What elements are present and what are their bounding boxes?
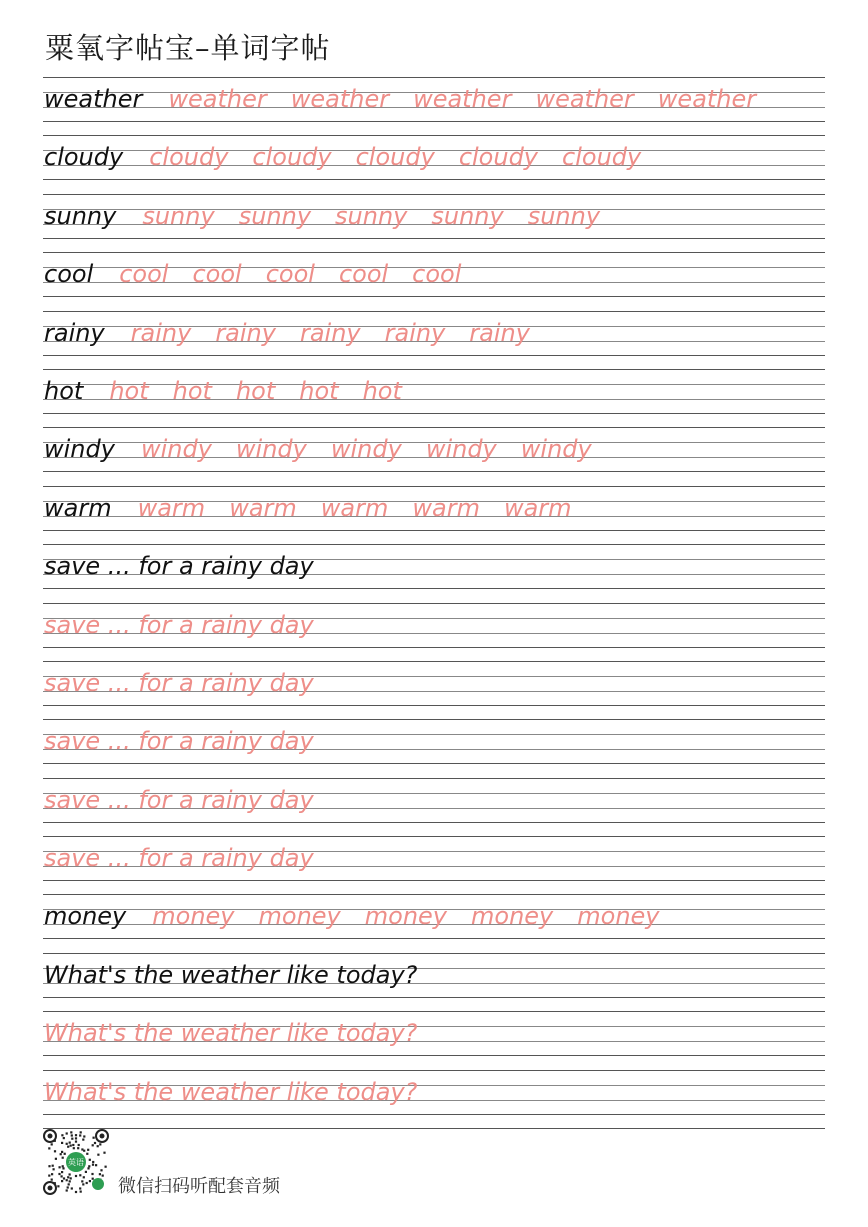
practice-row	[43, 427, 825, 485]
trace-word: windy	[140, 435, 212, 464]
ruling-line	[43, 588, 825, 589]
trace-word: hot	[299, 376, 339, 405]
ruling-line	[43, 603, 825, 604]
practice-row	[43, 252, 825, 310]
practice-row	[43, 836, 825, 894]
practice-row	[43, 311, 825, 369]
trace-text: save ... for a rainy day	[44, 844, 314, 873]
ruling-line	[43, 661, 825, 662]
trace-word: windy	[330, 435, 402, 464]
practice-row	[43, 661, 825, 719]
badge-label: 英语	[68, 1158, 84, 1167]
trace-word: hot	[109, 376, 149, 405]
practice-row	[43, 486, 825, 544]
model-entry	[44, 83, 756, 115]
trace-word: hot	[172, 376, 212, 405]
trace-text: What's the weather like today?	[44, 1019, 418, 1048]
model-entry	[44, 375, 402, 407]
trace-words	[109, 375, 402, 407]
ruling-line	[43, 1114, 825, 1115]
model-entry	[44, 550, 314, 582]
trace-text: What's the weather like today?	[44, 1077, 418, 1106]
ruling-line	[43, 997, 825, 998]
model-word: hot	[44, 376, 84, 405]
trace-word: cloudy	[252, 143, 332, 172]
trace-phrase	[44, 1076, 417, 1108]
trace-words	[141, 433, 592, 465]
trace-words	[119, 258, 461, 290]
ruling-line	[43, 311, 825, 312]
ruling-line	[43, 1011, 825, 1012]
practice-row	[43, 719, 825, 777]
trace-words	[138, 492, 572, 524]
trace-word: cool	[192, 260, 242, 289]
ruling-line	[43, 647, 825, 648]
trace-word: cloudy	[149, 143, 229, 172]
trace-text: save ... for a rainy day	[44, 785, 314, 814]
trace-word: rainy	[130, 318, 192, 347]
ruling-line	[43, 194, 825, 195]
trace-word: windy	[235, 435, 307, 464]
ruling-line	[43, 413, 825, 414]
trace-phrase	[44, 842, 314, 874]
model-word: cool	[44, 260, 94, 289]
trace-words	[168, 83, 756, 115]
ruling-line	[43, 938, 825, 939]
mini-logo-icon	[92, 1178, 104, 1190]
trace-word: money	[364, 902, 447, 931]
trace-word: rainy	[384, 318, 446, 347]
trace-word: rainy	[215, 318, 276, 347]
model-word: windy	[44, 435, 115, 464]
ruling-line	[43, 836, 825, 837]
practice-row	[43, 603, 825, 661]
ruling-line	[43, 296, 825, 297]
ruling-line	[43, 252, 825, 253]
practice-row	[43, 77, 825, 135]
practice-row	[43, 1011, 825, 1069]
trace-phrase	[44, 667, 314, 699]
ruling-line	[43, 238, 825, 239]
trace-word: sunny	[431, 201, 504, 230]
trace-word: sunny	[142, 201, 215, 230]
model-word: money	[44, 902, 127, 931]
ruling-line	[43, 763, 825, 764]
trace-word: hot	[235, 376, 276, 405]
trace-word: cloudy	[355, 143, 435, 172]
practice-row	[43, 369, 825, 427]
trace-word: cool	[338, 260, 389, 289]
trace-word: money	[258, 902, 341, 931]
trace-word: windy	[520, 435, 592, 464]
trace-word: money	[577, 902, 660, 931]
trace-word: warm	[503, 493, 572, 522]
practice-row	[43, 135, 825, 193]
trace-word: windy	[425, 435, 497, 464]
ruling-line	[43, 121, 825, 122]
trace-word: weather	[657, 85, 757, 113]
model-word: warm	[44, 493, 112, 522]
trace-word: hot	[362, 376, 402, 405]
trace-words	[142, 200, 600, 232]
practice-row	[43, 544, 825, 602]
trace-word: cool	[412, 260, 462, 289]
trace-word: money	[152, 902, 235, 931]
worksheet	[43, 77, 825, 1129]
footer	[40, 1126, 440, 1202]
trace-word: rainy	[469, 318, 530, 347]
trace-words	[131, 317, 530, 349]
trace-word: warm	[229, 493, 297, 522]
trace-word: weather	[290, 85, 390, 113]
ruling-line	[43, 369, 825, 370]
ruling-line	[43, 822, 825, 823]
ruling-line	[43, 705, 825, 706]
practice-row	[43, 778, 825, 836]
trace-word: cloudy	[458, 143, 539, 172]
trace-word: sunny	[238, 201, 312, 230]
model-entry	[44, 200, 600, 232]
trace-word: warm	[412, 493, 480, 522]
ruling-line	[43, 894, 825, 895]
ruling-line	[43, 135, 825, 136]
model-word: rainy	[44, 318, 105, 347]
model-entry	[44, 258, 461, 290]
ruling-line	[43, 471, 825, 472]
model-word: sunny	[44, 201, 117, 230]
page-title: 粟氧字帖宝–单词字帖	[45, 31, 331, 65]
ruling-line	[43, 77, 825, 78]
trace-phrase	[44, 725, 314, 757]
trace-text: save ... for a rainy day	[44, 727, 314, 756]
trace-text: save ... for a rainy day	[44, 668, 314, 697]
trace-word: rainy	[299, 318, 361, 347]
practice-row	[43, 194, 825, 252]
model-word: weather	[44, 85, 143, 113]
practice-row	[43, 1070, 825, 1128]
trace-word: warm	[320, 493, 389, 522]
trace-word: cool	[119, 260, 169, 289]
trace-word: money	[471, 902, 554, 931]
trace-word: warm	[137, 493, 206, 522]
model-entry	[44, 433, 592, 465]
ruling-line	[43, 179, 825, 180]
model-entry	[44, 317, 530, 349]
ruling-line	[43, 355, 825, 356]
audio-note: 微信扫码听配套音频	[118, 1176, 280, 1197]
trace-word: sunny	[335, 201, 408, 230]
ruling-line	[43, 427, 825, 428]
ruling-line	[43, 719, 825, 720]
ruling-line	[43, 778, 825, 779]
ruling-line	[43, 544, 825, 545]
trace-word: cool	[265, 260, 315, 289]
model-entry	[44, 959, 417, 991]
ruling-line	[43, 880, 825, 881]
ruling-line	[43, 530, 825, 531]
ruling-line	[43, 1055, 825, 1056]
trace-phrase	[44, 1017, 417, 1049]
trace-phrase	[44, 784, 314, 816]
trace-word: sunny	[527, 201, 601, 230]
model-word: cloudy	[44, 143, 124, 172]
trace-word: weather	[413, 85, 512, 113]
model-word: save ... for a rainy day	[44, 552, 314, 581]
ruling-line	[43, 1070, 825, 1071]
trace-word: weather	[168, 85, 267, 113]
ruling-line	[43, 486, 825, 487]
ruling-line	[43, 953, 825, 954]
trace-word: weather	[535, 85, 634, 113]
model-entry	[44, 492, 572, 524]
trace-words	[149, 141, 641, 173]
trace-text: save ... for a rainy day	[44, 610, 314, 639]
practice-row	[43, 894, 825, 952]
trace-words	[152, 900, 659, 932]
model-entry	[44, 900, 660, 932]
qr-code-icon[interactable]	[40, 1126, 112, 1198]
model-word: What's the weather like today?	[44, 960, 418, 989]
trace-phrase	[44, 609, 314, 641]
trace-word: cloudy	[562, 143, 642, 172]
practice-row	[43, 953, 825, 1011]
model-entry	[44, 141, 641, 173]
